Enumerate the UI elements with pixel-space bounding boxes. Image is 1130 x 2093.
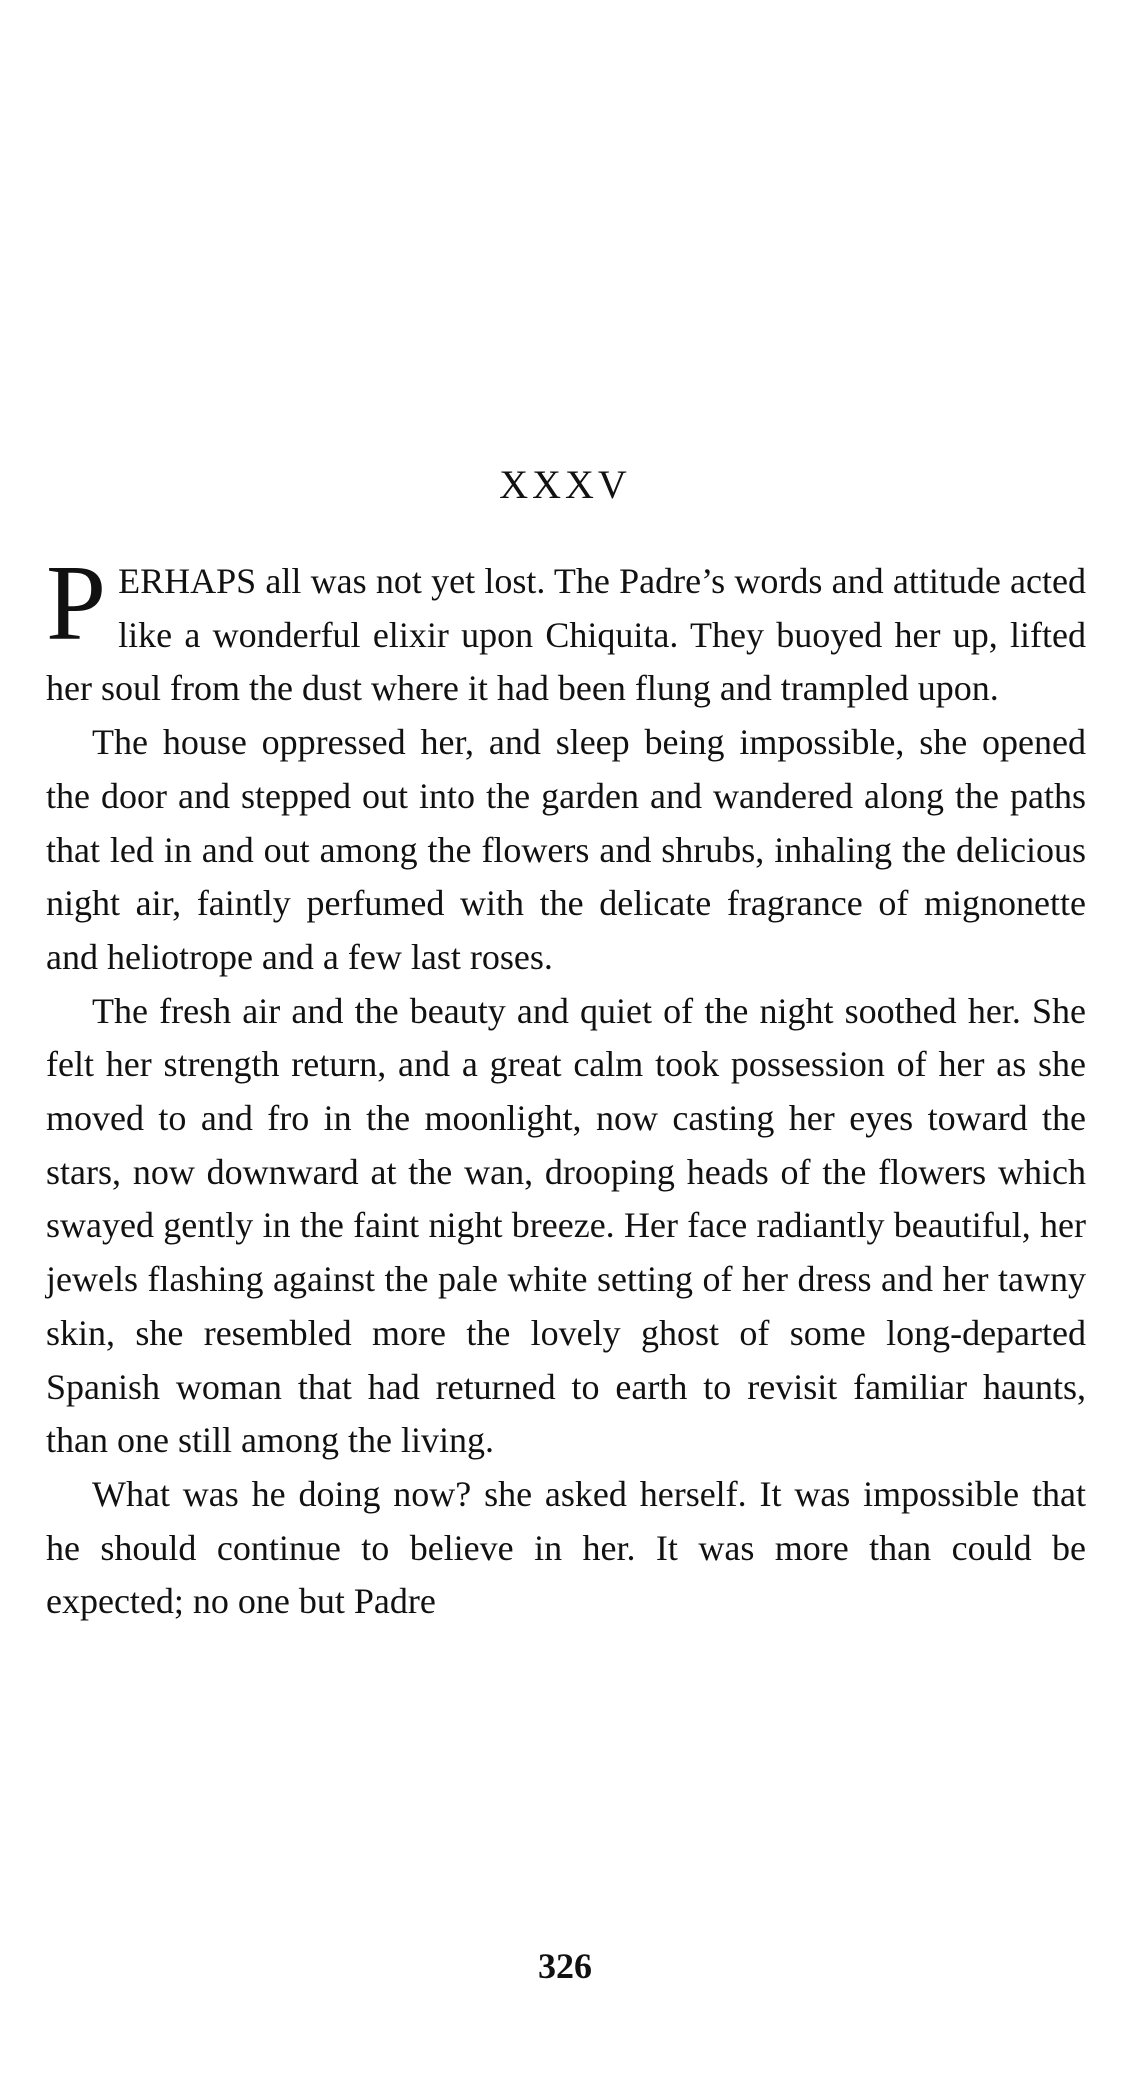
paragraph-4: What was he doing now? she asked herself. It was impossible that he should continue to believe in her. It was more than could be expected; no one but Padre [46, 1473, 1086, 1622]
page-number: 326 [538, 1946, 592, 1986]
drop-cap: P [46, 544, 107, 663]
paragraph-3: The fresh air and the beauty and quiet of the night soothed her. She felt her strength return, and a great calm took possession of her as she moved to and fro in the moonlight, now casting her eyes toward the stars, now downward at the wan, drooping heads of the flowers which swayed gently in the faint night breeze. Her face radiantly beautiful, her jewels flashing against the pale white setting of her dress and her tawny skin, she resembled more the lovely ghost of some long-departed Spanish woman that had returned to earth to revisit familiar haunts, than one still among the living. [46, 990, 1086, 1461]
chapter-heading: XXXV [499, 462, 631, 507]
paragraph-1 [46, 544, 1086, 716]
paragraph-2: The house oppressed her, and sleep being impossible, she opened the door and stepped out into the garden and wandered along the paths that led in and out among the flowers and shrubs, inhaling the delicious night air, faintly perfumed with the delicate fragrance of mignonette and heliotrope and a few last roses. [46, 722, 1086, 977]
paragraph-1-text: all was not yet lost. The Padre’s words and attitude acted like a wonderful elixir upon Chiquita. They buoyed her up, lifted her soul from the dust where it had been flung and trampled upon. [46, 561, 1086, 709]
chapter-body [46, 544, 1086, 1629]
paragraph-lead-word: ERHAPS [118, 561, 257, 601]
